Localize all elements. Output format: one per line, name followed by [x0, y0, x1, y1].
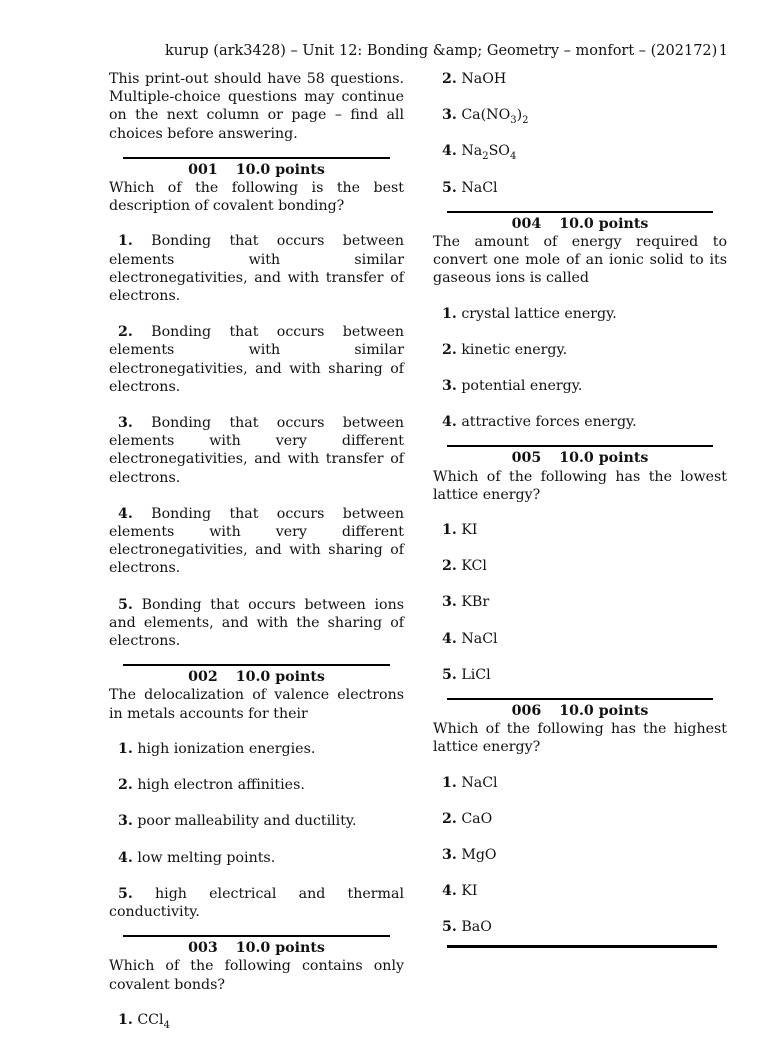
- choice-1[interactable]: [433, 305, 727, 323]
- choice-number: 4.: [442, 883, 457, 900]
- choice-number: 1.: [442, 522, 457, 539]
- choice-3[interactable]: [109, 414, 404, 487]
- choice-text: BaO: [461, 919, 492, 936]
- choice-2[interactable]: [109, 776, 404, 794]
- formula-subscript: 2: [482, 151, 489, 163]
- choice-number: 1.: [442, 774, 457, 791]
- choice-2[interactable]: [433, 70, 727, 88]
- choice-number: 5.: [442, 919, 457, 936]
- choice-number: 4.: [118, 849, 133, 866]
- formula-part: CCl: [137, 1011, 164, 1028]
- choice-number: 4.: [442, 143, 457, 160]
- choice-number: 3.: [442, 594, 457, 611]
- question-points: 10.0 points: [235, 940, 325, 957]
- choice-4[interactable]: [433, 413, 727, 431]
- question-stem: The delocalization of valence electrons in metals accounts for their: [109, 687, 404, 722]
- choice-text: crystal lattice energy.: [461, 305, 617, 322]
- question-divider: [447, 211, 713, 213]
- choice-number: 2.: [442, 558, 457, 575]
- question-heading: [109, 939, 404, 957]
- formula-part: Na: [461, 143, 483, 160]
- choice-number: 5.: [442, 179, 457, 196]
- choice-text: [461, 107, 529, 127]
- choice-3[interactable]: [433, 106, 727, 127]
- choice-5[interactable]: [433, 179, 727, 197]
- question-points: 10.0 points: [559, 215, 649, 232]
- choice-number: 4.: [442, 630, 457, 647]
- choice-text: NaCl: [461, 630, 498, 647]
- question-divider: [123, 935, 390, 937]
- formula-subscript: 3: [510, 115, 517, 127]
- choice-2[interactable]: [433, 810, 727, 828]
- question-divider: [123, 157, 390, 159]
- choice-text: attractive forces energy.: [461, 414, 637, 431]
- choice-text: Bonding that occurs between elements with similar electronegativities, and with sharing of electrons.: [109, 324, 404, 395]
- choice-text: Bonding that occurs between elements with similar electronegativities, and with transfer of electrons.: [109, 233, 404, 305]
- choice-1[interactable]: [109, 1011, 404, 1029]
- choice-number: 5.: [118, 885, 133, 902]
- left-column: [109, 70, 404, 1047]
- question-heading: [109, 668, 404, 686]
- question-heading: [433, 215, 727, 233]
- choice-number: 5.: [442, 666, 457, 683]
- question-stem: The amount of energy required to convert one mole of an ionic solid to its gaseous ions is called: [433, 234, 727, 287]
- choice-3[interactable]: [433, 846, 727, 864]
- choice-number: 1.: [118, 1011, 133, 1028]
- intro-text: This print-out should have 58 questions. Multiple-choice questions may continue on the next column or page – find all choices before answering.: [109, 71, 404, 142]
- choice-2[interactable]: [109, 323, 404, 396]
- choice-text: Bonding that occurs between elements with very different electronegativities, and with transfer of electrons.: [109, 415, 404, 486]
- choice-3[interactable]: [109, 812, 404, 830]
- choice-4[interactable]: [433, 142, 727, 163]
- choice-4[interactable]: [433, 630, 727, 648]
- choice-number: 1.: [118, 233, 133, 250]
- question-stem: Which of the following has the lowest lattice energy?: [433, 468, 727, 503]
- question-heading: [109, 161, 404, 179]
- question-stem: Which of the following contains only covalent bonds?: [109, 958, 404, 993]
- choice-text: Bonding that occurs between ions and elements, and with the sharing of electrons.: [109, 596, 404, 650]
- question-001: [109, 157, 404, 650]
- choice-number: 3.: [442, 847, 457, 864]
- formula-subscript: 4: [509, 151, 517, 163]
- choice-number: 2.: [118, 324, 133, 341]
- question-number: 004: [511, 215, 542, 232]
- choice-5[interactable]: [433, 666, 727, 684]
- question-003: [109, 935, 404, 1029]
- question-points: 10.0 points: [235, 669, 325, 686]
- choice-text: KI: [461, 883, 478, 900]
- column-end-divider: [447, 945, 717, 948]
- choice-5[interactable]: [433, 918, 727, 936]
- choice-4[interactable]: [109, 849, 404, 867]
- choice-1[interactable]: [109, 232, 404, 305]
- choice-5[interactable]: [109, 596, 404, 651]
- question-points: 10.0 points: [235, 161, 325, 178]
- choice-number: 3.: [442, 378, 457, 395]
- formula-part: Ca(NO: [461, 107, 511, 124]
- choice-number: 2.: [118, 777, 133, 794]
- choice-text: LiCl: [461, 666, 491, 683]
- choice-4[interactable]: [433, 882, 727, 900]
- choice-text: KCl: [461, 558, 487, 575]
- formula-subscript: 2: [522, 115, 529, 127]
- choice-number: 3.: [442, 107, 457, 124]
- choice-number: 3.: [118, 415, 133, 432]
- choice-number: 1.: [118, 740, 133, 757]
- choice-3[interactable]: [433, 377, 727, 395]
- question-divider: [123, 664, 390, 666]
- question-number: 005: [511, 450, 542, 467]
- choice-text: Bonding that occurs between elements with very different electronegativities, and with sharing of electrons.: [109, 505, 404, 577]
- choice-1[interactable]: [433, 521, 727, 539]
- formula-subscript: 4: [163, 1019, 170, 1031]
- question-divider: [447, 445, 713, 447]
- question-heading: [433, 702, 727, 720]
- formula-part: SO: [488, 143, 510, 160]
- choice-2[interactable]: [433, 341, 727, 359]
- choice-number: 4.: [118, 505, 133, 522]
- choice-number: 1.: [442, 305, 457, 322]
- question-002: [109, 664, 404, 921]
- question-heading: [433, 449, 727, 467]
- choice-1[interactable]: [433, 774, 727, 792]
- header-title: kurup (ark3428) – Unit 12: Bonding &amp; Geometry – monfort – (202172): [165, 43, 718, 59]
- choice-text: CaO: [461, 810, 493, 827]
- question-003-continued: [433, 70, 727, 197]
- choice-text: potential energy.: [461, 378, 583, 395]
- choice-text: low melting points.: [137, 849, 276, 866]
- choice-text: high electron affinities.: [137, 777, 305, 794]
- formula-part: ): [516, 107, 523, 124]
- choice-2[interactable]: [433, 557, 727, 575]
- choice-4[interactable]: [109, 505, 404, 578]
- question-points: 10.0 points: [559, 450, 649, 467]
- choice-text: kinetic energy.: [461, 341, 568, 358]
- question-divider: [447, 698, 713, 700]
- choice-number: 5.: [118, 596, 133, 613]
- choice-3[interactable]: [433, 593, 727, 611]
- choice-number: 2.: [442, 810, 457, 827]
- choice-text: MgO: [461, 847, 497, 864]
- question-stem: Which of the following is the best description of covalent bonding?: [109, 180, 404, 215]
- page-number: 1: [718, 43, 728, 59]
- choice-number: 2.: [442, 341, 457, 358]
- choice-text: [137, 1011, 170, 1031]
- choice-number: 4.: [442, 414, 457, 431]
- page-header: [165, 41, 728, 61]
- question-number: 003: [188, 940, 218, 957]
- choice-text: poor malleability and ductility.: [137, 813, 357, 830]
- question-number: 006: [511, 703, 542, 720]
- choice-number: 3.: [118, 813, 133, 830]
- choice-text: [461, 143, 517, 163]
- question-number: 001: [188, 161, 218, 178]
- question-004: [433, 211, 727, 432]
- right-column: [433, 70, 727, 948]
- choice-text: KBr: [461, 594, 490, 611]
- choice-text: high electrical and thermal conductivity.: [109, 885, 404, 920]
- question-points: 10.0 points: [559, 703, 649, 720]
- choice-1[interactable]: [109, 740, 404, 758]
- choice-5[interactable]: [109, 885, 404, 921]
- choice-number: 2.: [442, 71, 457, 87]
- choice-text: high ionization energies.: [137, 740, 316, 757]
- choice-text: KI: [461, 522, 478, 539]
- choice-text: NaOH: [461, 71, 507, 87]
- choice-text: NaCl: [461, 179, 498, 196]
- question-number: 002: [188, 669, 218, 686]
- question-stem: Which of the following has the highest lattice energy?: [433, 721, 727, 756]
- choice-text: NaCl: [461, 774, 498, 791]
- question-005: [433, 445, 727, 684]
- question-006: [433, 698, 727, 948]
